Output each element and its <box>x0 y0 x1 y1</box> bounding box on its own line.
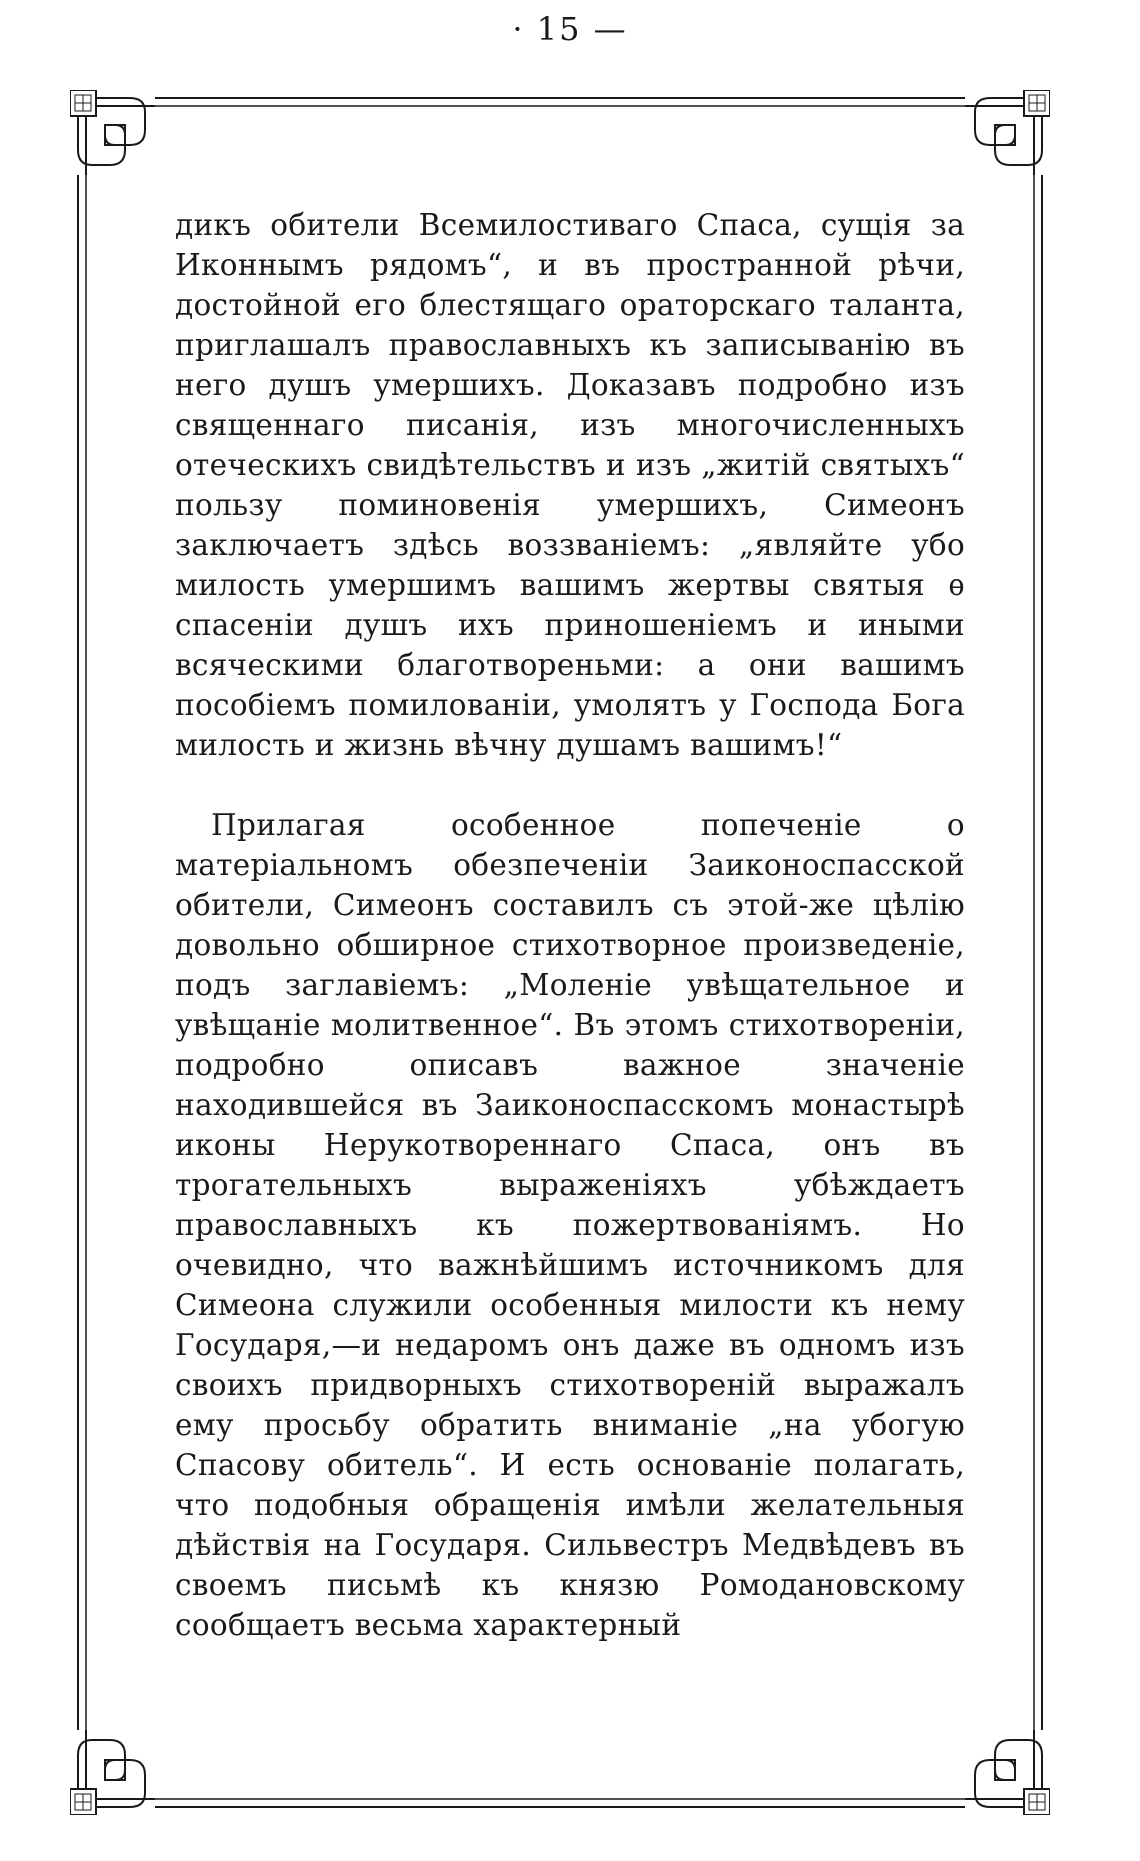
body-text <box>175 205 965 1645</box>
page-number: · 15 — <box>512 10 628 48</box>
paragraph: дикъ обители Всемилостиваго Спаса, сущія за Иконнымъ рядомъ“, и въ пространной рѣчи, достойной его блестящаго ораторскаго таланта, приглашалъ православныхъ къ записыванію въ него душъ умершихъ. Доказавъ подробно изъ священнаго писанія, изъ многочисленныхъ отеческихъ свидѣтельствъ и изъ „житій святыхъ“ пользу поминовенія умершихъ, Симеонъ заключаетъ здѣсь воззваніемъ: „являйте убо милость умершимъ вашимъ жертвы святыя ѳ спасеніи душъ ихъ приношеніемъ и иными всяческими благотвореньми: а они вашимъ пособіемъ помилованіи, умолятъ у Господа Бога милость и жизнь вѣчну душамъ вашимъ!“ <box>175 208 965 762</box>
paragraph: Прилагая особенное попеченіе о матеріальномъ обезпеченіи Заиконоспасской обители, Симеонъ составилъ съ этой-же цѣлію довольно обширное стихотворное произведеніе, подъ заглавіемъ: „Моленіе увѣщательное и увѣщаніе молитвенное“. Въ этомъ стихотвореніи, подробно описавъ важное значеніе находившейся въ Заиконоспасскомъ монастырѣ иконы Нерукотвореннаго Спаса, онъ въ трогательныхъ выраженіяхъ убѣждаетъ православныхъ къ пожертвованіямъ. Но очевидно, что важнѣйшимъ источникомъ для Симеона служили особенныя милости къ нему Государя,—и недаромъ онъ даже въ одномъ изъ своихъ придворныхъ стихотвореній выражалъ ему просьбу обратить вниманіе „на убогую Спасову обитель“. И есть основаніе полагать, что подобныя обращенія имѣли желательныя дѣйствія на Государя. Сильвестръ Медвѣдевъ въ своемъ письмѣ къ князю Ромодановскому сообщаетъ весьма характерный <box>175 808 965 1642</box>
